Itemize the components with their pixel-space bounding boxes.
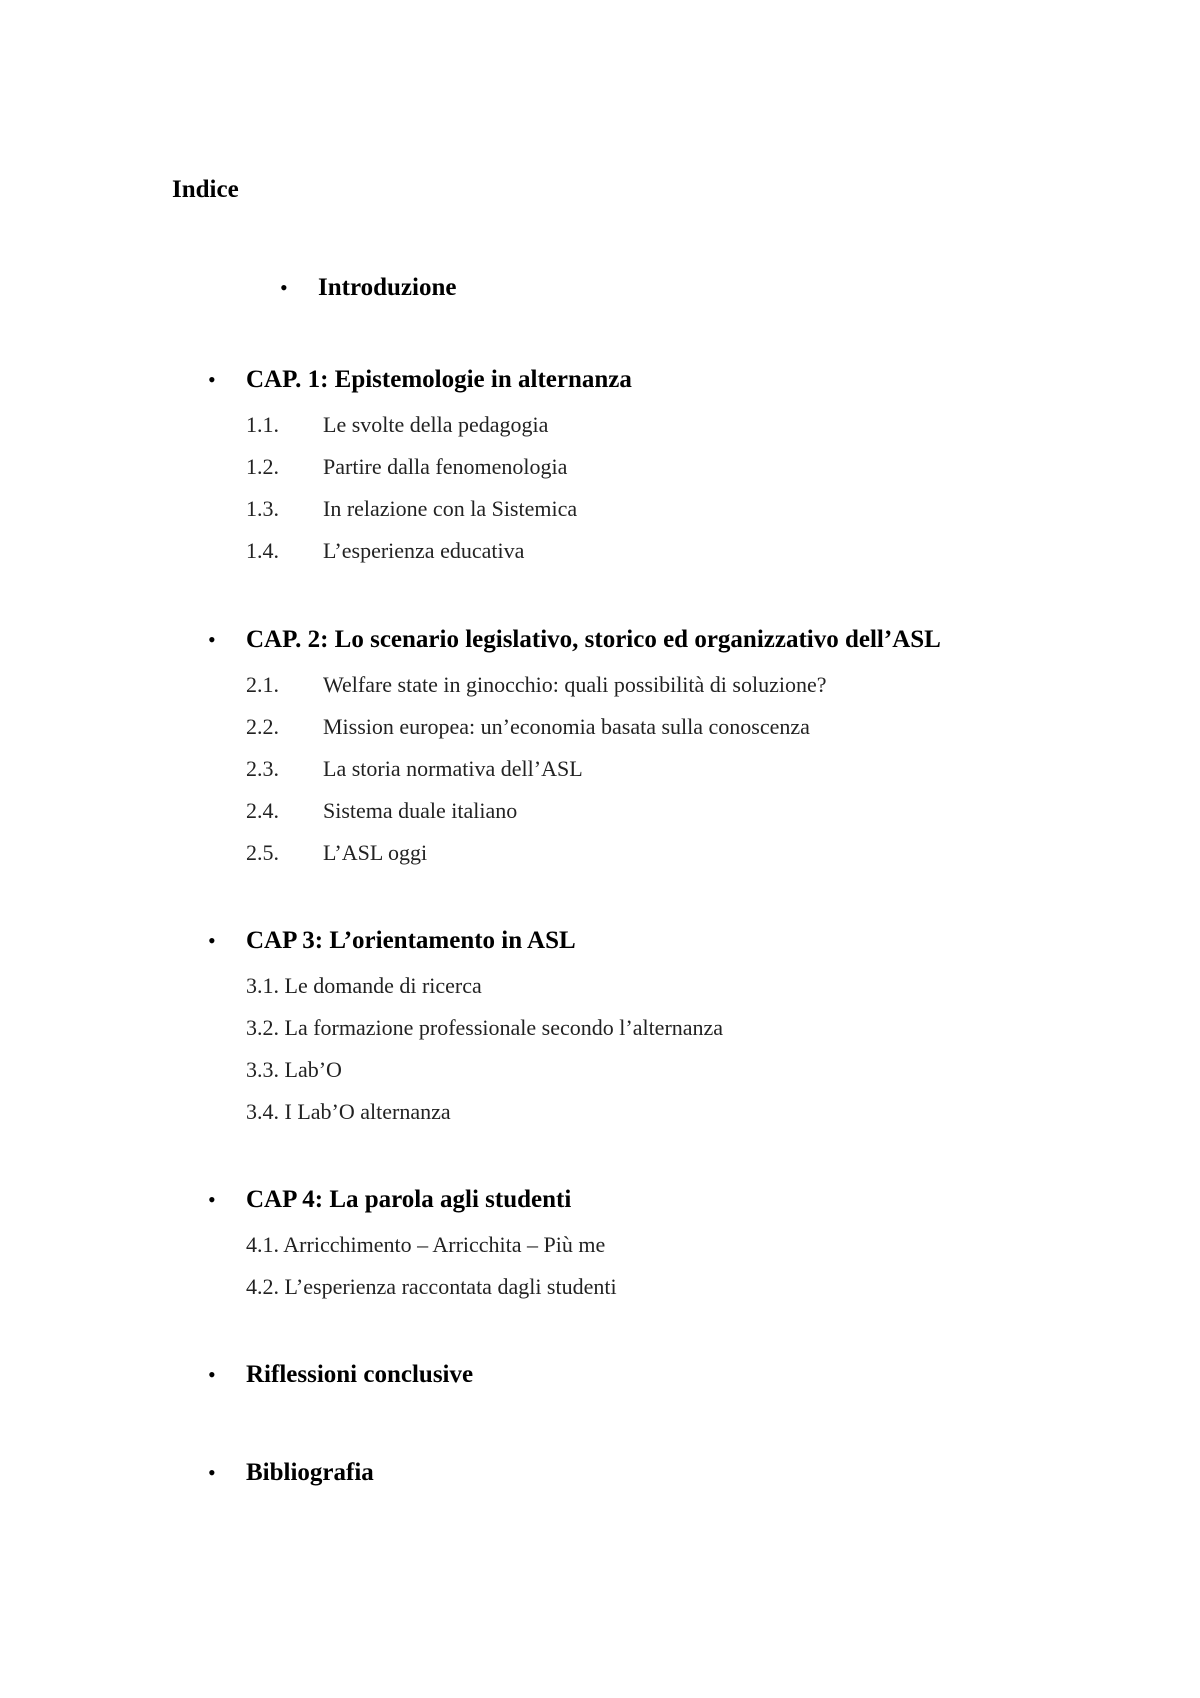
toc-section-2-1[interactable]: Welfare state in ginocchio: quali possibilità di soluzione? <box>323 672 827 697</box>
toc-section-number: 2.4. <box>246 798 279 823</box>
bullet-icon: • <box>280 275 288 300</box>
bullet-icon: • <box>208 928 216 953</box>
toc-chapter-3[interactable]: CAP 3: L’orientamento in ASL <box>246 927 576 954</box>
toc-section-number: 1.3. <box>246 496 279 521</box>
toc-section-2-2[interactable]: Mission europea: un’economia basata sulla conoscenza <box>323 714 810 739</box>
toc-item-introduction[interactable]: Introduzione <box>318 274 457 301</box>
toc-section-1-2[interactable]: Partire dalla fenomenologia <box>323 454 568 479</box>
bullet-icon: • <box>208 1187 216 1212</box>
toc-section-3-3[interactable]: 3.3. Lab’O <box>246 1057 342 1082</box>
toc-section-2-4[interactable]: Sistema duale italiano <box>323 798 518 823</box>
bullet-icon: • <box>208 367 216 392</box>
toc-section-1-1[interactable]: Le svolte della pedagogia <box>323 412 549 437</box>
toc-section-number: 2.2. <box>246 714 279 739</box>
toc-section-number: 2.5. <box>246 840 279 865</box>
toc-section-3-4[interactable]: 3.4. I Lab’O alternanza <box>246 1099 451 1124</box>
toc-chapter-4[interactable]: CAP 4: La parola agli studenti <box>246 1186 572 1213</box>
toc-chapter-2[interactable]: CAP. 2: Lo scenario legislativo, storico ed organizzativo dell’ASL <box>246 626 941 653</box>
toc-section-4-1[interactable]: 4.1. Arricchimento – Arricchita – Più me <box>246 1232 606 1257</box>
toc-section-2-3[interactable]: La storia normativa dell’ASL <box>323 756 583 781</box>
toc-section-number: 1.4. <box>246 538 279 563</box>
toc-section-1-3[interactable]: In relazione con la Sistemica <box>323 496 578 521</box>
toc-section-3-1[interactable]: 3.1. Le domande di ricerca <box>246 973 482 998</box>
toc-section-number: 2.1. <box>246 672 279 697</box>
bullet-icon: • <box>208 627 216 652</box>
toc-section-2-5[interactable]: L’ASL oggi <box>323 840 428 865</box>
toc-section-number: 2.3. <box>246 756 279 781</box>
page-title: Indice <box>172 176 239 203</box>
toc-item-bibliography[interactable]: Bibliografia <box>246 1459 374 1486</box>
toc-section-number: 1.1. <box>246 412 279 437</box>
toc-section-4-2[interactable]: 4.2. L’esperienza raccontata dagli studenti <box>246 1274 617 1299</box>
toc-section-3-2[interactable]: 3.2. La formazione professionale secondo l’alternanza <box>246 1015 724 1040</box>
bullet-icon: • <box>208 1460 216 1485</box>
bullet-icon: • <box>208 1362 216 1387</box>
toc-item-conclusion[interactable]: Riflessioni conclusive <box>246 1361 474 1388</box>
toc-chapter-1[interactable]: CAP. 1: Epistemologie in alternanza <box>246 366 632 393</box>
toc-section-1-4[interactable]: L’esperienza educativa <box>323 538 525 563</box>
toc-section-number: 1.2. <box>246 454 279 479</box>
